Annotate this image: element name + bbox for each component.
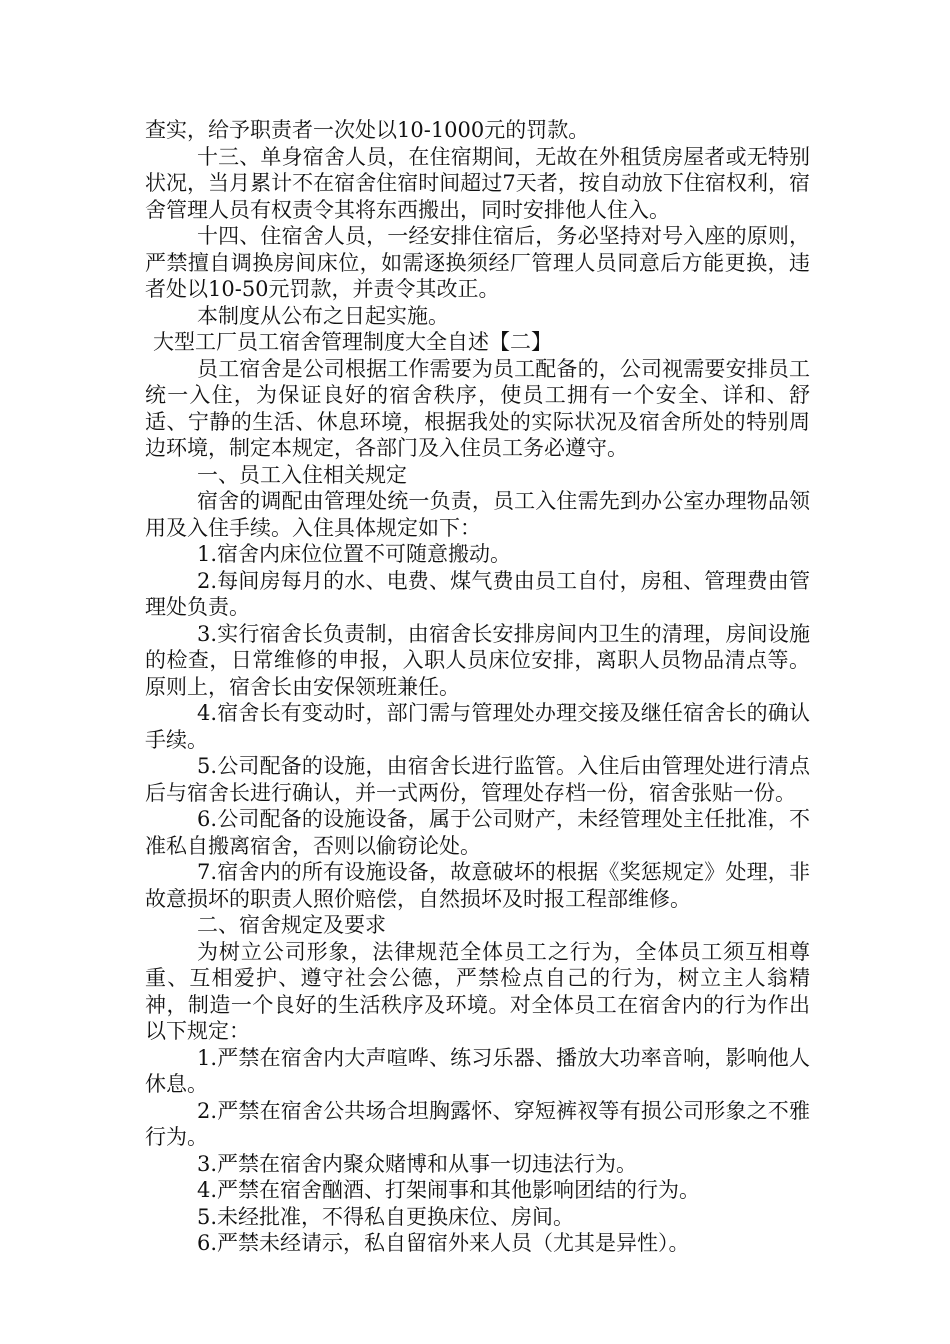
paragraph: 3.严禁在宿舍内聚众赌博和从事一切违法行为。 [197,1151,638,1176]
paragraph: 十三、单身宿舍人员，在住宿期间，无故在外租赁房屋者或无特别状况，当月累计不在宿舍住宿时间超过7天者，按自动放下住宿权利，宿舍管理人员有权责令其将东西搬出，同时安排他人住入。 [145,144,810,222]
paragraph: 6.严禁未经请示，私自留宿外来人员（尤其是异性）。 [197,1231,690,1255]
paragraph: 3.实行宿舍长负责制，由宿舍长安排房间内卫生的清理，房间设施的检查，日常维修的申报，入职人员床位安排，离职人员物品清点等。原则上，宿舍长由安保领班兼任。 [145,621,810,699]
paragraph: 1.严禁在宿舍内大声喧哗、练习乐器、播放大功率音响，影响他人休息。 [145,1045,810,1096]
paragraph: 本制度从公布之日起实施。 [197,303,449,328]
paragraph: 十四、住宿舍人员，一经安排住宿后，务必坚持对号入座的原则，严禁擅自调换房间床位，如需逐换须经厂管理人员同意后方能更换，违者处以10-50元罚款，并责令其改正。 [145,224,810,301]
paragraph: 2.严禁在宿舍公共场合坦胸露怀、穿短裤衩等有损公司形象之不雅行为。 [145,1098,810,1149]
paragraph: 宿舍的调配由管理处统一负责，员工入住需先到办公室办理物品领用及入住手续。入住具体规定如下： [145,489,810,540]
paragraph: 5.未经批准，不得私自更换床位、房间。 [197,1204,575,1229]
paragraph: 2.每间房每月的水、电费、煤气费由员工自付，房租、管理费由管理处负责。 [145,568,810,619]
paragraph: 4.严禁在宿舍酗酒、打架闹事和其他影响团结的行为。 [197,1178,701,1202]
document-body [145,117,810,1257]
paragraph: 5.公司配备的设施，由宿舍长进行监管。入住后由管理处进行清点后与宿舍长进行确认，并一式两份，管理处存档一份，宿舍张贴一份。 [145,754,810,805]
paragraph: 1.宿舍内床位位置不可随意搬动。 [197,542,512,566]
paragraph: 为树立公司形象，法律规范全体员工之行为，全体员工须互相尊重、互相爱护、遵守社会公德，严禁检点自己的行为，树立主人翁精神，制造一个良好的生活秩序及环境。对全体员工在宿舍内的行为作出以下规定： [145,939,810,1043]
paragraph: 6.公司配备的设施设备，属于公司财产，未经管理处主任批准，不准私自搬离宿舍，否则以偷窃论处。 [145,807,810,858]
paragraph: 4.宿舍长有变动时，部门需与管理处办理交接及继任宿舍长的确认手续。 [145,701,810,752]
paragraph: 员工宿舍是公司根据工作需要为员工配备的，公司视需要安排员工统一入住，为保证良好的宿舍秩序，使员工拥有一个安全、详和、舒适、宁静的生活、休息环境，根据我处的实际状况及宿舍所处的特别周边环境，制定本规定，各部门及入住员工务必遵守。 [145,356,810,460]
section-heading: 大型工厂员工宿舍管理制度大全自述【二】 [153,330,552,354]
paragraph: 查实，给予职责者一次处以10-1000元的罚款。 [145,118,590,142]
paragraph: 7.宿舍内的所有设施设备，故意破坏的根据《奖惩规定》处理，非故意损坏的职责人照价赔偿，自然损坏及时报工程部维修。 [145,860,810,911]
paragraph: 二、宿舍规定及要求 [197,913,386,937]
paragraph: 一、员工入住相关规定 [197,462,407,487]
